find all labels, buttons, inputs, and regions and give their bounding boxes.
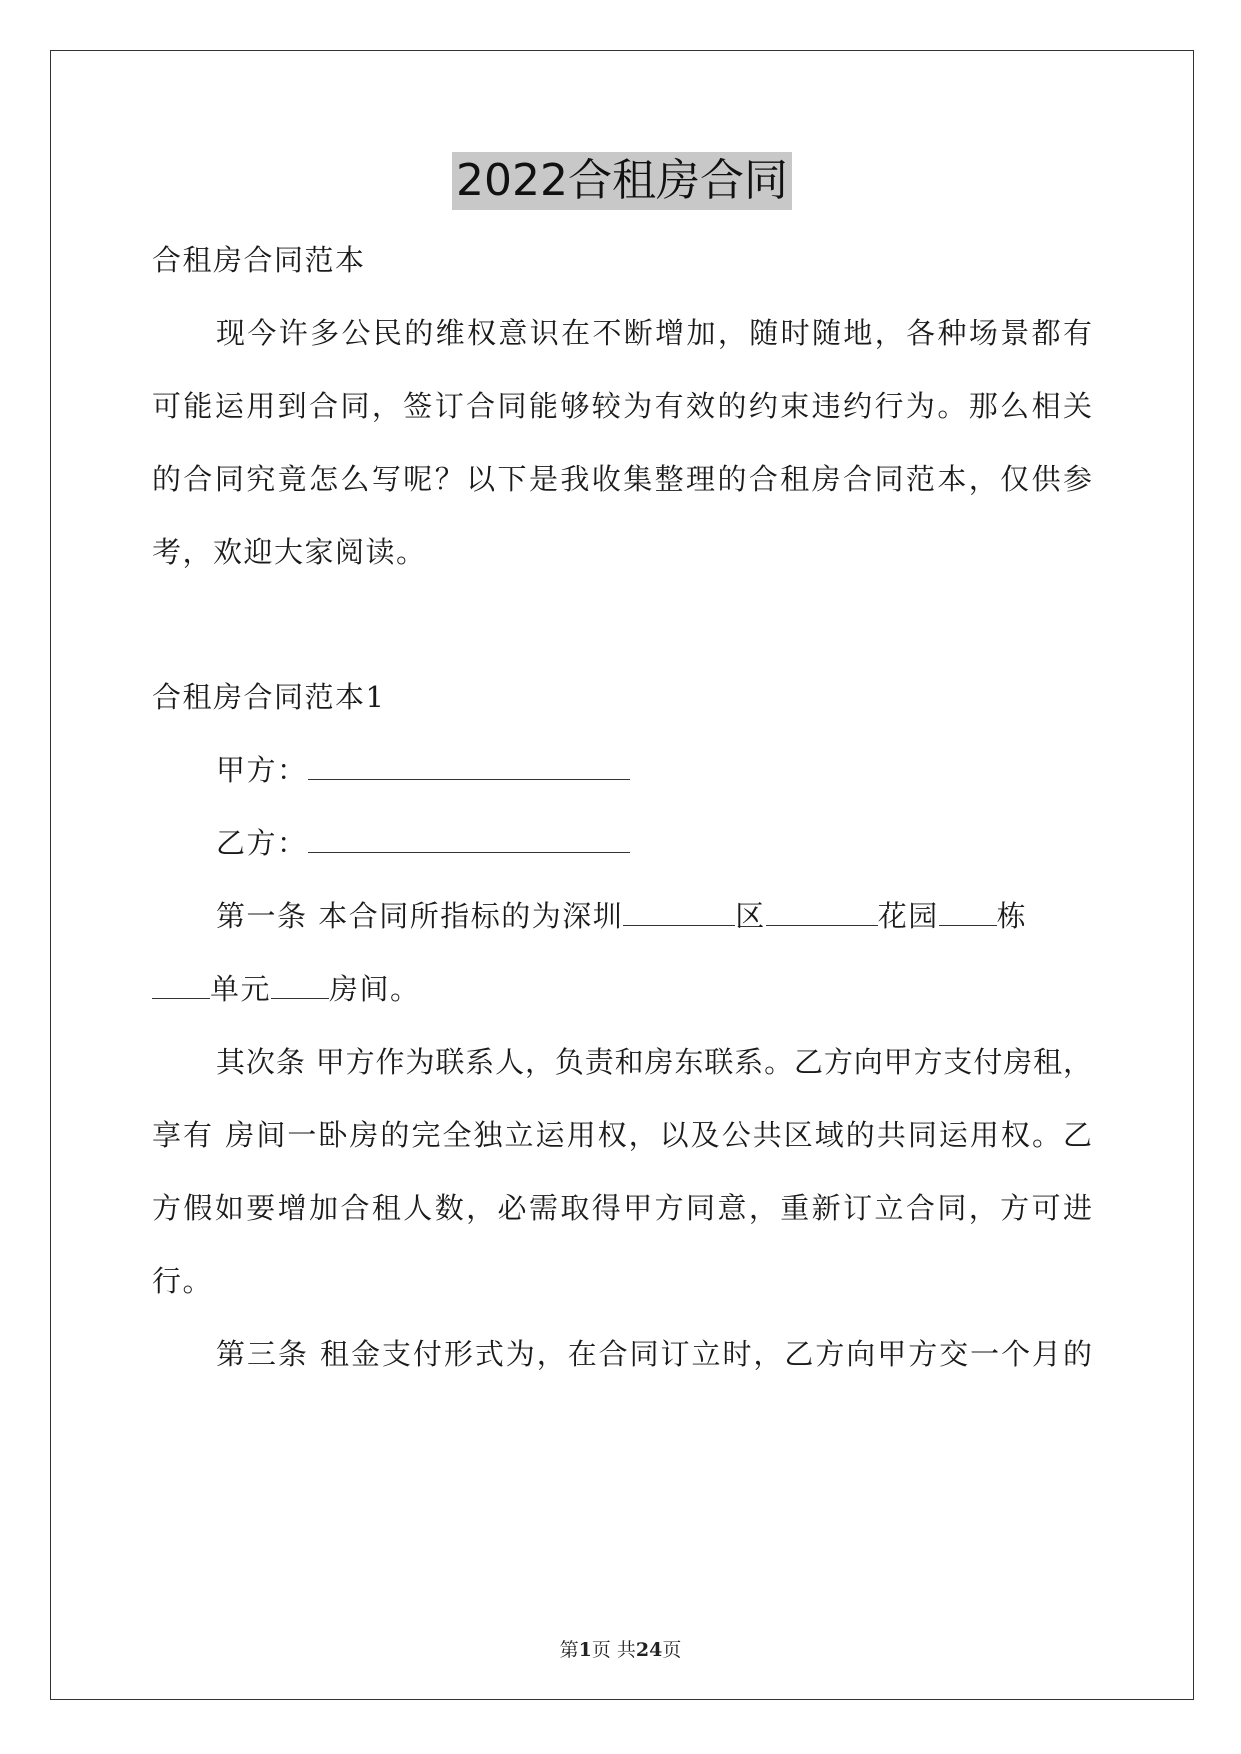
intro-line-3: 的合同究竟怎么写呢？以下是我收集整理的合租房合同范本，仅供参 [152,462,1092,496]
page-mid: 页 共 [591,1639,636,1661]
intro-line-1: 现今许多公民的维权意识在不断增加，随时随地，各种场景都有 [216,316,1092,350]
party-a-label: 甲方： [216,753,308,787]
page-frame [50,50,1194,1700]
clause1-line-2 [152,969,1092,1009]
district-blank [623,897,735,926]
room-blank [271,970,329,999]
party-a-blank [308,751,630,780]
subtitle: 合租房合同范本 [152,243,366,277]
building-label: 栋 [996,899,1028,933]
party-b-line [152,823,1092,863]
intro-line-4: 考，欢迎大家阅读。 [152,535,427,569]
district-label: 区 [735,899,766,933]
unit-label: 单元 [210,972,272,1006]
building-blank [939,897,997,926]
room-label: 房间。 [329,972,421,1006]
clause2-line-4: 行。 [152,1264,214,1298]
clause1-line-1 [152,896,1092,936]
clause2-line-1: 其次条 甲方作为联系人，负责和房东联系。乙方向甲方支付房租， [216,1045,1092,1079]
clause2-line-2: 享有 房间一卧房的完全独立运用权，以及公共区域的共同运用权。乙 [152,1118,1092,1152]
unit-blank [152,970,210,999]
section-heading: 合租房合同范本1 [152,680,386,714]
intro-line-2: 可能运用到合同，签订合同能够较为有效的约束违约行为。那么相关 [152,389,1092,423]
page-suffix: 页 [662,1639,682,1661]
page-footer [0,1638,1241,1662]
clause2-line-3: 方假如要增加合租人数，必需取得甲方同意，重新订立合同，方可进 [152,1191,1092,1225]
page-total: 24 [635,1639,663,1661]
party-b-label: 乙方： [216,826,308,860]
page-current: 1 [578,1639,592,1661]
garden-label: 花园 [877,899,939,933]
party-b-blank [308,824,630,853]
clause1-prefix: 第一条 本合同所指标的为深圳 [216,899,624,933]
clause3-line-1: 第三条 租金支付形式为，在合同订立时，乙方向甲方交一个月的 [216,1337,1092,1371]
party-a-line [152,750,1092,790]
document-title: 2022合租房合同 [452,152,792,210]
page-prefix: 第 [559,1639,579,1661]
title-container [152,152,1092,210]
garden-blank [766,897,878,926]
